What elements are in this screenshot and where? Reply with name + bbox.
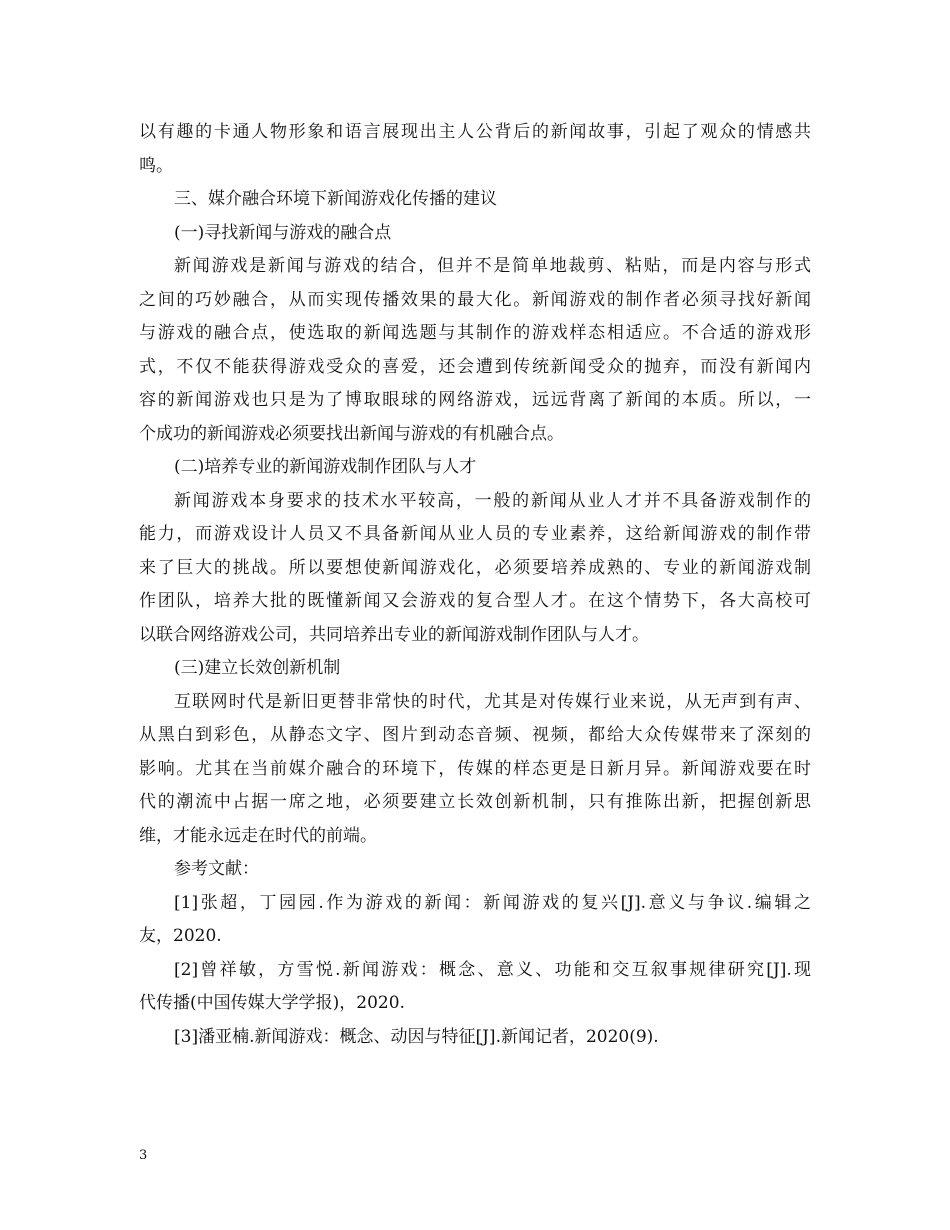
reference-line: [3]潘亚楠.新闻游戏：概念、动因与特征[J].新闻记者，2020(9). bbox=[174, 1026, 659, 1047]
paragraph-line: 能力，而游戏设计人员又不具备新闻从业人员的专业素养，这给新闻游戏的制作带 bbox=[139, 524, 811, 544]
paragraph-line: 个成功的新闻游戏必须要找出新闻与游戏的有机融合点。 bbox=[139, 423, 564, 444]
paragraph-line: 之间的巧妙融合，从而实现传播效果的最大化。新闻游戏的制作者必须寻找好新闻 bbox=[139, 289, 811, 310]
reference-line: 友，2020. bbox=[139, 926, 222, 946]
paragraph-line: 与游戏的融合点，使选取的新闻选题与其制作的游戏样态相适应。不合适的游戏形 bbox=[139, 323, 811, 343]
subsection-heading: (二)培养专业的新闻游戏制作团队与人才 bbox=[174, 457, 477, 477]
paragraph-line: 容的新闻游戏也只是为了博取眼球的网络游戏，远远背离了新闻的本质。所以，一 bbox=[139, 390, 811, 410]
paragraph-line: 代的潮流中占据一席之地，必须要建立长效创新机制，只有推陈出新，把握创新思 bbox=[139, 792, 811, 812]
reference-line: [1]张超，丁园园.作为游戏的新闻：新闻游戏的复兴[J].意义与争议.编辑之 bbox=[174, 892, 811, 913]
paragraph-line: 维，才能永远走在时代的前端。 bbox=[139, 825, 377, 846]
section-heading: 三、媒介融合环境下新闻游戏化传播的建议 bbox=[174, 189, 497, 209]
paragraph-line: 以联合网络游戏公司，共同培养出专业的新闻游戏制作团队与人才。 bbox=[139, 624, 649, 645]
paragraph-line: 式，不仅不能获得游戏受众的喜爱，还会遭到传统新闻受众的抛弃，而没有新闻内 bbox=[139, 356, 811, 377]
subsection-heading: (一)寻找新闻与游戏的融合点 bbox=[174, 222, 392, 243]
paragraph-line: 从黑白到彩色，从静态文字、图片到动态音频、视频，都给大众传媒带来了深刻的 bbox=[139, 725, 811, 745]
paragraph-line: 以有趣的卡通人物形象和语言展现出主人公背后的新闻故事，引起了观众的情感共 bbox=[139, 122, 811, 142]
references-heading: 参考文献： bbox=[174, 859, 259, 879]
paragraph-line: 新闻游戏是新闻与游戏的结合，但并不是简单地裁剪、粘贴，而是内容与形式 bbox=[174, 256, 811, 276]
paragraph-line: 互联网时代是新旧更替非常快的时代，尤其是对传媒行业来说，从无声到有声、 bbox=[174, 691, 811, 712]
paragraph-line: 鸣。 bbox=[139, 155, 173, 176]
reference-line: 代传播(中国传媒大学学报)，2020. bbox=[139, 993, 405, 1013]
subsection-heading: (三)建立长效创新机制 bbox=[174, 658, 341, 678]
paragraph-line: 影响。尤其在当前媒介融合的环境下，传媒的样态更是日新月异。新闻游戏要在时 bbox=[139, 758, 811, 779]
paragraph-line: 新闻游戏本身要求的技术水平较高，一般的新闻从业人才并不具备游戏制作的 bbox=[174, 490, 811, 511]
page-number: 3 bbox=[139, 1148, 148, 1163]
reference-line: [2]曾祥敏，方雪悦.新闻游戏：概念、意义、功能和交互叙事规律研究[J].现 bbox=[174, 959, 811, 980]
paragraph-line: 来了巨大的挑战。所以要想使新闻游戏化，必须要培养成熟的、专业的新闻游戏制 bbox=[139, 557, 811, 578]
paragraph-line: 作团队，培养大批的既懂新闻又会游戏的复合型人才。在这个情势下，各大高校可 bbox=[139, 591, 811, 611]
document-body bbox=[139, 116, 811, 1054]
